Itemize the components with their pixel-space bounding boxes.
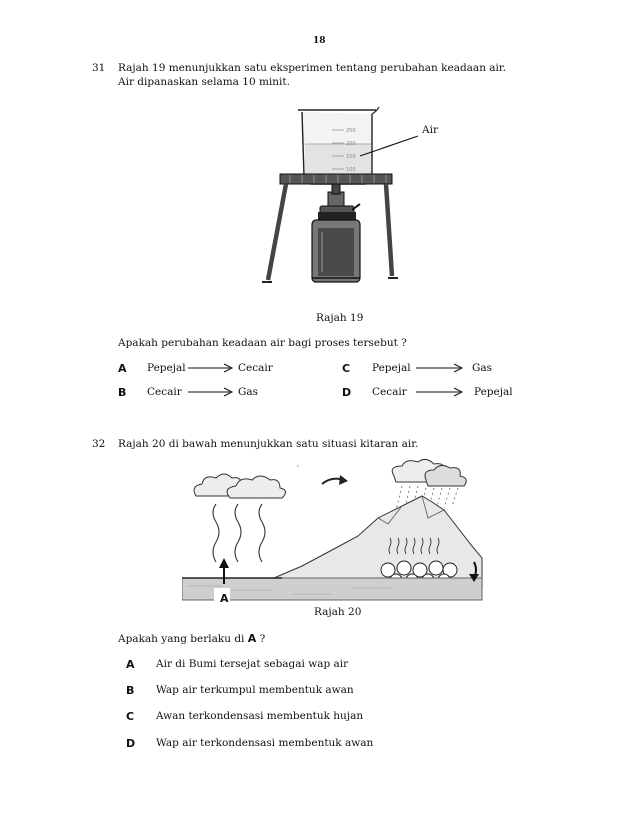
option-text: Wap air terkumpul membentuk awan bbox=[156, 684, 354, 696]
figure-19-caption: Rajah 19 bbox=[316, 312, 364, 324]
beaker-mark-250: 250 bbox=[346, 128, 356, 134]
option-letter: C bbox=[342, 362, 351, 375]
figure-20-label-a: A bbox=[220, 592, 229, 605]
option-from: Cecair bbox=[372, 386, 407, 398]
option-letter: D bbox=[342, 386, 352, 399]
option-from: Pepejal bbox=[372, 362, 411, 374]
tripod-leg-right bbox=[386, 184, 392, 276]
arrow-icon bbox=[188, 386, 234, 398]
figure-20-caption: Rajah 20 bbox=[314, 606, 362, 618]
question-32-prompt bbox=[118, 632, 265, 645]
wire-gauze bbox=[280, 174, 392, 184]
question-31-number: 31 bbox=[92, 62, 106, 74]
question-31-line1: Rajah 19 menunjukkan satu eksperimen tentang perubahan keadaan air. bbox=[118, 62, 507, 74]
option-letter: C bbox=[126, 710, 135, 723]
tripod-leg-left bbox=[268, 184, 286, 280]
option-text: Awan terkondensasi membentuk hujan bbox=[156, 710, 364, 722]
question-31-prompt: Apakah perubahan keadaan air bagi proses tersebut ? bbox=[118, 337, 407, 349]
option-to: Pepejal bbox=[474, 386, 513, 398]
svg-text:◦: ◦ bbox=[296, 463, 300, 470]
page-number: 18 bbox=[313, 36, 326, 46]
option-from: Pepejal bbox=[147, 362, 186, 374]
vapour-lines bbox=[213, 504, 265, 562]
prompt-text: Apakah yang berlaku di bbox=[118, 633, 245, 645]
cloud-right bbox=[392, 459, 466, 486]
beaker-mark-200: 200 bbox=[346, 141, 356, 147]
option-to: Cecair bbox=[238, 362, 273, 374]
option-text: Air di Bumi tersejat sebagai wap air bbox=[156, 658, 349, 670]
prompt-bold-a: A bbox=[247, 632, 257, 645]
figure-19-label-air: Air bbox=[422, 124, 438, 136]
option-letter: D bbox=[126, 737, 136, 750]
option-letter: A bbox=[118, 362, 127, 375]
arrow-icon bbox=[416, 362, 464, 374]
question-32-number: 32 bbox=[92, 438, 106, 450]
option-to: Gas bbox=[472, 362, 493, 374]
option-to: Gas bbox=[238, 386, 259, 398]
prompt-suffix: ? bbox=[259, 633, 266, 645]
option-from: Cecair bbox=[147, 386, 182, 398]
question-32-line1: Rajah 20 di bawah menunjukkan satu situasi kitaran air. bbox=[118, 438, 419, 450]
arrow-icon bbox=[188, 362, 234, 374]
beaker-mark-100: 100 bbox=[346, 167, 356, 173]
cloud-left bbox=[194, 474, 286, 498]
question-31-line2: Air dipanaskan selama 10 minit. bbox=[118, 76, 290, 88]
option-letter: B bbox=[126, 684, 135, 697]
option-letter: B bbox=[118, 386, 127, 399]
figure-rajah-20 bbox=[182, 458, 490, 608]
arrow-icon bbox=[416, 386, 464, 398]
option-letter: A bbox=[126, 658, 135, 671]
beaker-mark-150: 150 bbox=[346, 154, 356, 160]
option-text: Wap air terkondensasi membentuk awan bbox=[156, 737, 374, 749]
